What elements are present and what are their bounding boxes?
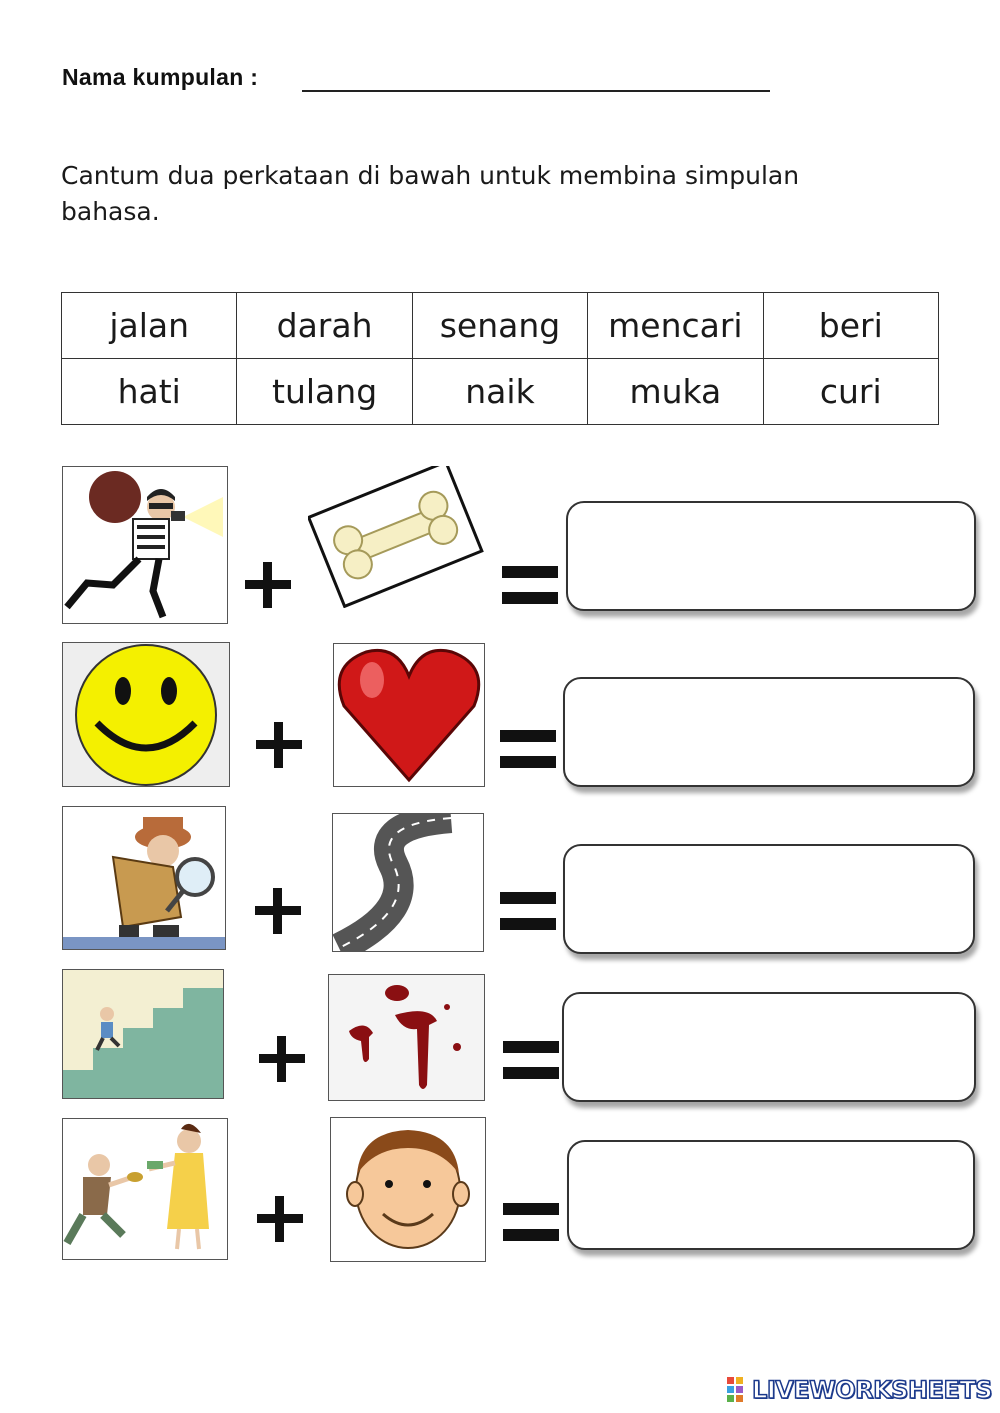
answer-box[interactable]	[567, 1140, 975, 1250]
word-bank-table	[61, 292, 939, 425]
answer-box[interactable]	[563, 844, 975, 954]
equals-icon	[498, 886, 558, 936]
plus-icon	[253, 1192, 307, 1246]
word-bank-row	[62, 293, 939, 359]
word-cell: jalan	[62, 293, 237, 359]
road-icon	[332, 813, 484, 952]
equals-icon	[501, 1035, 561, 1085]
smiley-face-icon	[62, 642, 230, 787]
word-cell: tulang	[237, 359, 412, 425]
plus-icon	[255, 1032, 309, 1086]
word-cell: hati	[62, 359, 237, 425]
name-label: Nama kumpulan :	[62, 64, 259, 90]
equals-icon	[501, 1197, 561, 1247]
bone-icon	[308, 466, 484, 608]
answer-box[interactable]	[563, 677, 975, 787]
answer-box[interactable]	[562, 992, 976, 1102]
thief-icon	[62, 466, 228, 624]
face-icon	[330, 1117, 486, 1262]
word-cell: darah	[237, 293, 412, 359]
plus-icon	[251, 884, 305, 938]
instruction-text: Cantum dua perkataan di bawah untuk membina simpulan bahasa.	[61, 161, 800, 226]
name-input-line[interactable]	[302, 90, 770, 92]
word-cell: beri	[763, 293, 938, 359]
word-cell: curi	[763, 359, 938, 425]
answer-box[interactable]	[566, 501, 976, 611]
logo-text: LIVEWORKSHEETS	[752, 1376, 992, 1404]
plus-icon	[241, 558, 295, 612]
word-cell: naik	[412, 359, 587, 425]
heart-icon	[333, 643, 485, 787]
equals-icon	[500, 560, 560, 610]
blood-drops-icon	[328, 974, 485, 1101]
word-cell: muka	[588, 359, 763, 425]
giving-money-icon	[62, 1118, 228, 1260]
word-bank-row	[62, 359, 939, 425]
stairs-climb-icon	[62, 969, 224, 1099]
word-cell: senang	[412, 293, 587, 359]
equals-icon	[498, 724, 558, 774]
logo-mark-icon	[726, 1375, 752, 1405]
word-cell: mencari	[588, 293, 763, 359]
liveworksheets-logo	[726, 1372, 992, 1408]
detective-icon	[62, 806, 226, 950]
plus-icon	[252, 718, 306, 772]
